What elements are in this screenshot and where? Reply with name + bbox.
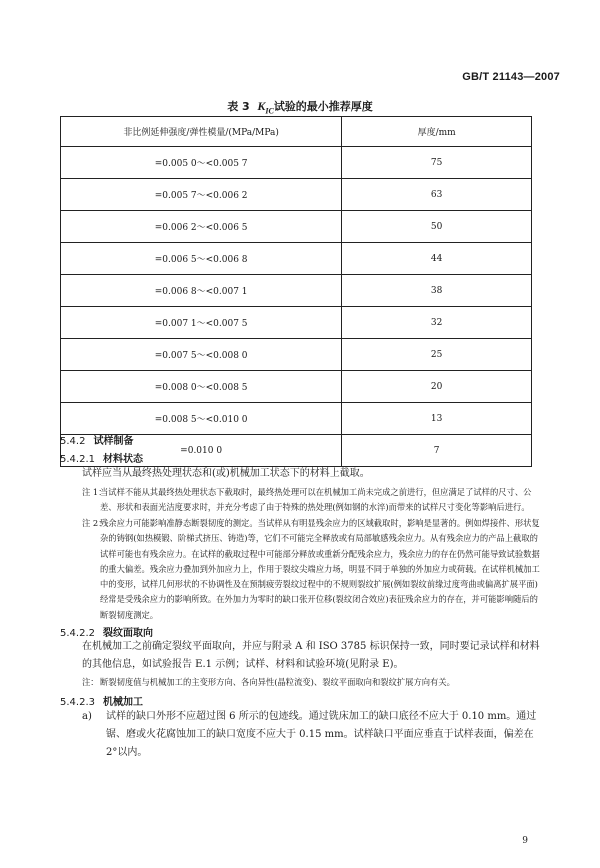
thickness-cell: 50 — [342, 211, 532, 243]
table-row — [61, 243, 532, 275]
thickness-cell: 38 — [342, 275, 532, 307]
note-1 — [82, 485, 540, 516]
note-2 — [82, 516, 540, 623]
table-row — [61, 403, 532, 435]
note-3-text: 断裂韧度值与机械加工的主变形方向、各向异性(晶粒流变)、裂纹平面取向和裂纹扩展方向有关。 — [100, 677, 455, 687]
note-3 — [82, 675, 540, 690]
heading-5-4-2-2: 5.4.2.2 裂纹面取向 — [60, 628, 153, 639]
table-caption — [0, 98, 600, 115]
note-3-label: 注： — [82, 677, 99, 687]
ratio-cell: =0.007 5～<0.008 0 — [61, 339, 342, 371]
page-number: 9 — [522, 836, 528, 846]
standard-number: GB/T 21143—2007 — [462, 71, 560, 83]
thickness-table — [60, 116, 532, 467]
note-2-text: 残余应力可能影响准静态断裂韧度的测定。当试样从有明显残余应力的区域截取时，影响是显著的。例如焊接件、形状复杂的铸钢(如热模锻、阶梯式挤压、铸造)等，它们不可能完全释放或有局部敏感残余应力。从有残余应力的产品上截取的试样可能也有残余应力。在试样的截取过程中可能部分释放或重新分配残余应力，残余应力的存在仍然可能导致试验数据的重大偏差。残余应力叠加到外加应力上，作用于裂纹尖端应力场，明显不同于单独的外加应力或荷载。在试样机械加工中的变形，试样几何形状的不协调性及在预制疲劳裂纹过程中的不规则裂纹扩展(例如裂纹前缘过度弯曲或偏离扩展平面)经常是受残余应力的影响所致。在外加力为零时的缺口张开位移(裂纹闭合效应)表征残余应力的存在，并可能影响随后的断裂韧度测定。 — [100, 518, 540, 620]
ratio-cell: =0.005 0～<0.005 7 — [61, 147, 342, 179]
ratio-cell: =0.006 8～<0.007 1 — [61, 275, 342, 307]
thickness-cell: 32 — [342, 307, 532, 339]
thickness-cell: 75 — [342, 147, 532, 179]
ratio-cell: =0.006 2～<0.006 5 — [61, 211, 342, 243]
ratio-cell: =0.008 5～<0.010 0 — [61, 403, 342, 435]
paragraph-material-state: 试样应当从最终热处理状态和(或)机械加工状态下的材料上截取。 — [82, 468, 370, 479]
thickness-cell: 20 — [342, 371, 532, 403]
note-1-label: 注 1： — [82, 487, 107, 497]
thickness-cell: 25 — [342, 339, 532, 371]
note-2-label: 注 2： — [82, 518, 107, 528]
ratio-cell: =0.007 1～<0.007 5 — [61, 307, 342, 339]
caption-suffix: 试验的最小推荐厚度 — [273, 100, 373, 113]
table-row — [61, 211, 532, 243]
list-item-a — [82, 708, 540, 762]
header-thickness: 厚度/mm — [342, 117, 532, 147]
ratio-cell: =0.006 5～<0.006 8 — [61, 243, 342, 275]
note-1-text: 当试样不能从其最终热处理状态下截取时，最终热处理可以在机械加工尚未完成之前进行，但应满足了试样的尺寸、公差、形状和表面光洁度要求时，并充分考虑了由于特殊的热处理(例如钢的水淬)而带来的试样尺寸变化等影响后进行。 — [100, 487, 532, 513]
table-row — [61, 307, 532, 339]
thickness-cell: 13 — [342, 403, 532, 435]
thickness-cell: 44 — [342, 243, 532, 275]
caption-prefix: 表 3 — [227, 100, 250, 113]
ratio-cell: =0.005 7～<0.006 2 — [61, 179, 342, 211]
caption-k-symbol: $K_{IC}$ — [257, 99, 274, 116]
table-row — [61, 147, 532, 179]
thickness-cell: 7 — [342, 435, 532, 467]
ratio-cell: =0.008 0～<0.008 5 — [61, 371, 342, 403]
heading-5-4-2: 5.4.2 试样制备 — [60, 436, 134, 447]
table-row — [61, 339, 532, 371]
list-item-a-text: 试样的缺口外形不应超过图 6 所示的包迹线。通过铣床加工的缺口底径不应大于 0.10 mm。通过锯、磨或火花腐蚀加工的缺口宽度不应大于 0.15 mm。试样缺口平面应垂直于试样表面，偏差在 2°以内。 — [106, 711, 537, 758]
thickness-cell: 63 — [342, 179, 532, 211]
list-item-a-label: a) — [82, 711, 92, 722]
header-ratio: 非比例延伸强度/弹性模量/(MPa/MPa) — [61, 117, 342, 147]
heading-5-4-2-1: 5.4.2.1 材料状态 — [60, 454, 143, 465]
table-row — [61, 179, 532, 211]
table-row — [61, 371, 532, 403]
table-header-row — [61, 117, 532, 147]
ratio-cell: =0.010 0 — [61, 435, 342, 467]
table-row — [61, 275, 532, 307]
heading-5-4-2-3: 5.4.2.3 机械加工 — [60, 697, 143, 708]
paragraph-crack-orientation: 在机械加工之前确定裂纹平面取向，并应与附录 A 和 ISO 3785 标识保持一致，同时要记录试样和材料的其他信息，如试验报告 E.1 示例；试样、材料和试验环境(见附录 E)。 — [82, 641, 540, 670]
